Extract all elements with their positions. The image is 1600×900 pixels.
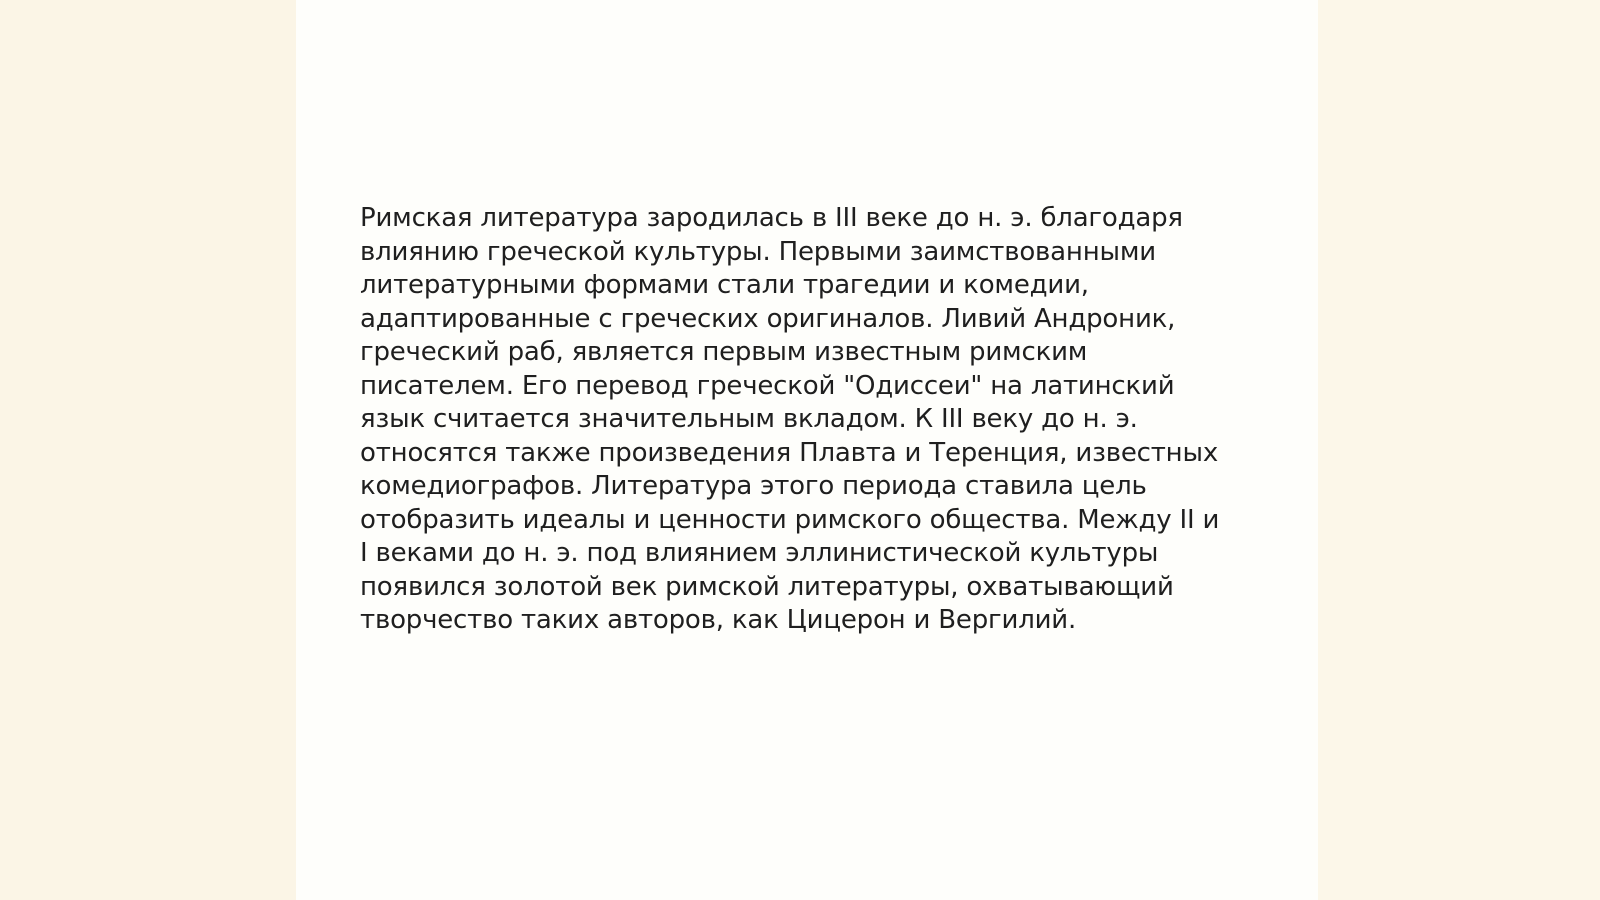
left-margin-background [0, 0, 296, 900]
document-page [296, 0, 1318, 900]
right-margin-background [1318, 0, 1600, 900]
body-paragraph: Римская литература зародилась в III веке до н. э. благодаря влиянию греческой культуры. Первыми заимствованными литературными формами стали трагедии и комедии, адаптированные с греческих оригиналов. Ливий Андроник, греческий раб, является первым известным римским писателем. Его перевод греческой "Одиссеи" на латинский язык считается значительным вкладом. К III веку до н. э. относятся также произведения Плавта и Теренция, известных комедиографов. Литература этого периода ставила цель отобразить идеалы и ценности римского общества. Между II и I веками до н. э. под влиянием эллинистической культуры появился золотой век римской литературы, охватывающий творчество таких авторов, как Цицерон и Вергилий. [360, 203, 1220, 635]
